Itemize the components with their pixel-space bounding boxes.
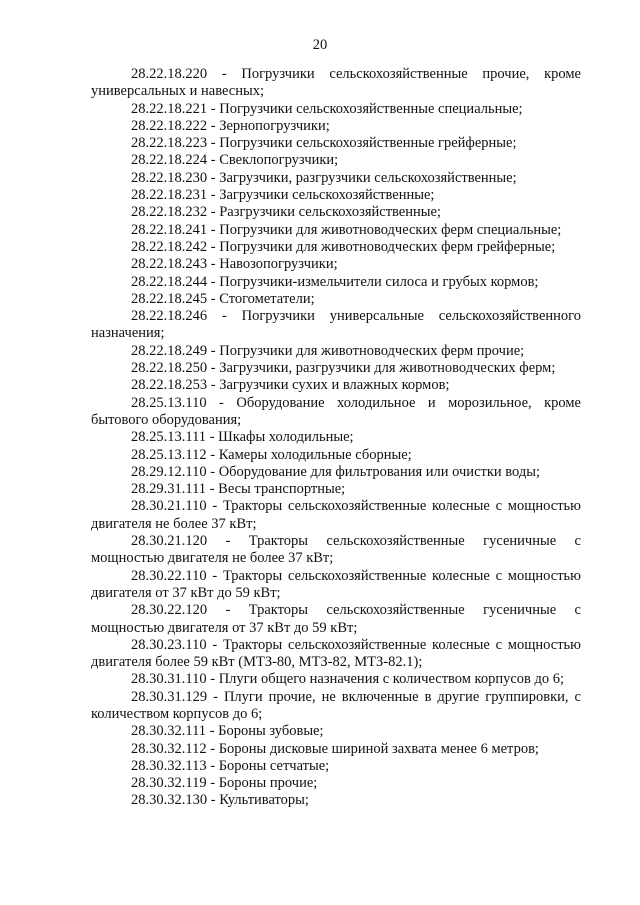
entry-code: 28.30.32.111: [131, 723, 207, 740]
entry-description: Разгрузчики сельскохозяйственные;: [219, 204, 441, 221]
entry-code: 28.30.31.110: [131, 671, 207, 688]
code-entry: 28.30.31.129 - Плуги прочие, не включенные в другие группировки, с количеством корпусов до 6;: [91, 688, 581, 722]
entry-code: 28.29.12.110: [131, 463, 207, 480]
entry-description: Культиваторы;: [219, 792, 309, 809]
entry-description: Шкафы холодильные;: [218, 429, 354, 446]
entry-code: 28.22.18.220: [131, 66, 208, 82]
code-entry: 28.25.13.112 - Камеры холодильные сборные;: [131, 446, 412, 463]
entry-description: Бороны зубовые;: [218, 723, 324, 740]
entry-code: 28.30.31.129: [131, 688, 208, 705]
entry-description: Бороны сетчатые;: [218, 757, 330, 774]
code-entry: 28.22.18.244 - Погрузчики-измельчители силоса и грубых кормов;: [131, 273, 539, 290]
entry-code: 28.22.18.243: [131, 256, 208, 273]
entry-code: 28.30.22.120: [131, 602, 208, 619]
entry-code: 28.25.13.112: [131, 446, 207, 463]
entry-description: Тракторы сельскохозяйственные гусеничные с мощностью двигателя не более 37 кВт;: [91, 533, 581, 567]
code-entry: 28.29.12.110 - Оборудование для фильтрования или очистки воды;: [131, 463, 540, 480]
code-entry: 28.22.18.241 - Погрузчики для животноводческих ферм специальные;: [131, 221, 562, 238]
entry-description: Навозопогрузчики;: [219, 256, 338, 273]
entry-description: Бороны прочие;: [218, 775, 318, 792]
code-entry: 28.30.21.110 - Тракторы сельскохозяйственные колесные с мощностью двигателя не более 37 кВт;: [91, 498, 581, 532]
entry-description: Загрузчики, разгрузчики для животноводческих ферм;: [219, 360, 556, 377]
code-entry: 28.30.32.112 - Бороны дисковые шириной захвата менее 6 метров;: [131, 740, 539, 757]
code-entry: 28.22.18.245 - Стогометатели;: [131, 290, 315, 307]
entry-description: Загрузчики сухих и влажных кормов;: [219, 377, 450, 394]
entry-code: 28.25.13.111: [131, 429, 207, 446]
entry-description: Погрузчики сельскохозяйственные специальные;: [219, 100, 523, 117]
code-entry: 28.30.32.111 - Бороны зубовые;: [131, 723, 324, 740]
entry-code: 28.30.21.120: [131, 533, 208, 550]
code-entry: 28.22.18.253 - Загрузчики сухих и влажных кормов;: [131, 377, 450, 394]
entry-code: 28.30.32.113: [131, 757, 207, 774]
entry-description: Погрузчики для животноводческих ферм специальные;: [219, 221, 562, 238]
entry-code: 28.22.18.245: [131, 290, 208, 307]
entry-code: 28.30.32.130: [131, 792, 208, 809]
entry-code: 28.30.32.112: [131, 740, 207, 757]
code-entry: 28.22.18.220 - Погрузчики сельскохозяйственные прочие, кроме универсальных и навесных;: [91, 66, 581, 100]
code-entry: 28.22.18.243 - Навозопогрузчики;: [131, 256, 338, 273]
code-entry: 28.30.32.113 - Бороны сетчатые;: [131, 757, 330, 774]
code-entry: 28.30.21.120 - Тракторы сельскохозяйственные гусеничные с мощностью двигателя не более 37 кВт;: [91, 533, 581, 567]
code-entry: 28.22.18.230 - Загрузчики, разгрузчики сельскохозяйственные;: [131, 169, 517, 186]
entry-code: 28.22.18.221: [131, 100, 208, 117]
entry-code: 28.30.32.119: [131, 775, 207, 792]
entry-description: Тракторы сельскохозяйственные колесные с мощностью двигателя от 37 кВт до 59 кВт;: [91, 567, 581, 601]
entry-code: 28.25.13.110: [131, 394, 207, 411]
code-entry: 28.25.13.111 - Шкафы холодильные;: [131, 429, 354, 446]
entry-code: 28.22.18.232: [131, 204, 208, 221]
entry-code: 28.22.18.246: [131, 308, 208, 325]
entry-description: Плуги общего назначения с количеством корпусов до 6;: [218, 671, 565, 688]
code-entry: 28.22.18.224 - Свеклопогрузчики;: [131, 152, 339, 169]
entry-code: 28.22.18.222: [131, 117, 208, 134]
code-entry: 28.22.18.222 - Зернопогрузчики;: [131, 117, 330, 134]
entry-code: 28.30.21.110: [131, 498, 207, 515]
entry-code: 28.30.23.110: [131, 636, 207, 653]
code-entry: 28.25.13.110 - Оборудование холодильное и морозильное, кроме бытового оборудования;: [91, 394, 581, 428]
entry-description: Зернопогрузчики;: [219, 117, 330, 134]
code-entry: 28.30.31.110 - Плуги общего назначения с количеством корпусов до 6;: [131, 671, 565, 688]
code-entry: 28.22.18.231 - Загрузчики сельскохозяйственные;: [131, 187, 435, 204]
entry-code: 28.22.18.242: [131, 238, 208, 255]
entry-description: Тракторы сельскохозяйственные колесные с мощностью двигателя не более 37 кВт;: [91, 498, 581, 532]
entry-code: 28.22.18.244: [131, 273, 208, 290]
entry-description: Стогометатели;: [219, 290, 315, 307]
entry-description: Плуги прочие, не включенные в другие группировки, с количеством корпусов до 6;: [91, 688, 581, 722]
entry-description: Загрузчики, разгрузчики сельскохозяйственные;: [219, 169, 517, 186]
entry-description: Погрузчики универсальные сельскохозяйственного назначения;: [91, 308, 581, 342]
code-entry: 28.22.18.242 - Погрузчики для животноводческих ферм грейферные;: [131, 238, 556, 255]
okpd-code-list: [91, 66, 581, 810]
code-entry: 28.22.18.246 - Погрузчики универсальные сельскохозяйственного назначения;: [91, 308, 581, 342]
entry-code: 28.22.18.253: [131, 377, 208, 394]
entry-description: Загрузчики сельскохозяйственные;: [219, 187, 435, 204]
entry-description: Тракторы сельскохозяйственные гусеничные с мощностью двигателя от 37 кВт до 59 кВт;: [91, 602, 581, 636]
code-entry: 28.30.22.120 - Тракторы сельскохозяйственные гусеничные с мощностью двигателя от 37 кВт до 59 кВт;: [91, 602, 581, 636]
entry-code: 28.22.18.224: [131, 152, 208, 169]
entry-code: 28.22.18.241: [131, 221, 208, 238]
entry-code: 28.22.18.223: [131, 135, 208, 152]
entry-description: Тракторы сельскохозяйственные колесные с мощностью двигателя более 59 кВт (МТЗ-80, МТЗ-82, МТЗ-82.1);: [91, 636, 581, 671]
entry-description: Бороны дисковые шириной захвата менее 6 метров;: [218, 740, 539, 757]
entry-description: Погрузчики сельскохозяйственные прочие, кроме универсальных и навесных;: [91, 66, 581, 100]
entry-description: Оборудование для фильтрования или очистки воды;: [218, 463, 540, 480]
entry-description: Камеры холодильные сборные;: [218, 446, 412, 463]
entry-code: 28.29.31.111: [131, 481, 207, 498]
entry-code: 28.30.22.110: [131, 567, 207, 584]
code-entry: 28.30.32.119 - Бороны прочие;: [131, 775, 318, 792]
code-entry: 28.22.18.223 - Погрузчики сельскохозяйственные грейферные;: [131, 135, 517, 152]
entry-code: 28.22.18.249: [131, 342, 208, 359]
page-number: 20: [312, 37, 328, 53]
entry-description: Оборудование холодильное и морозильное, кроме бытового оборудования;: [91, 394, 581, 428]
code-entry: 28.30.22.110 - Тракторы сельскохозяйственные колесные с мощностью двигателя от 37 кВт до 59 кВт;: [91, 567, 581, 601]
code-entry: 28.22.18.221 - Погрузчики сельскохозяйственные специальные;: [131, 100, 523, 117]
code-entry: 28.30.23.110 - Тракторы сельскохозяйственные колесные с мощностью двигателя более 59 кВт (МТЗ-80, МТЗ-82, МТЗ-82.1);: [91, 636, 581, 671]
code-entry: 28.22.18.249 - Погрузчики для животноводческих ферм прочие;: [131, 342, 525, 359]
entry-description: Свеклопогрузчики;: [219, 152, 339, 169]
code-entry: 28.22.18.250 - Загрузчики, разгрузчики для животноводческих ферм;: [131, 360, 556, 377]
entry-description: Погрузчики-измельчители силоса и грубых кормов;: [219, 273, 539, 290]
entry-description: Весы транспортные;: [218, 481, 346, 498]
entry-description: Погрузчики для животноводческих ферм грейферные;: [219, 238, 556, 255]
code-entry: 28.29.31.111 - Весы транспортные;: [131, 481, 346, 498]
entry-description: Погрузчики для животноводческих ферм прочие;: [219, 342, 525, 359]
entry-code: 28.22.18.250: [131, 360, 208, 377]
code-entry: 28.22.18.232 - Разгрузчики сельскохозяйственные;: [131, 204, 441, 221]
code-entry: 28.30.32.130 - Культиваторы;: [131, 792, 309, 809]
entry-description: Погрузчики сельскохозяйственные грейферные;: [219, 135, 517, 152]
entry-code: 28.22.18.231: [131, 187, 208, 204]
entry-code: 28.22.18.230: [131, 169, 208, 186]
